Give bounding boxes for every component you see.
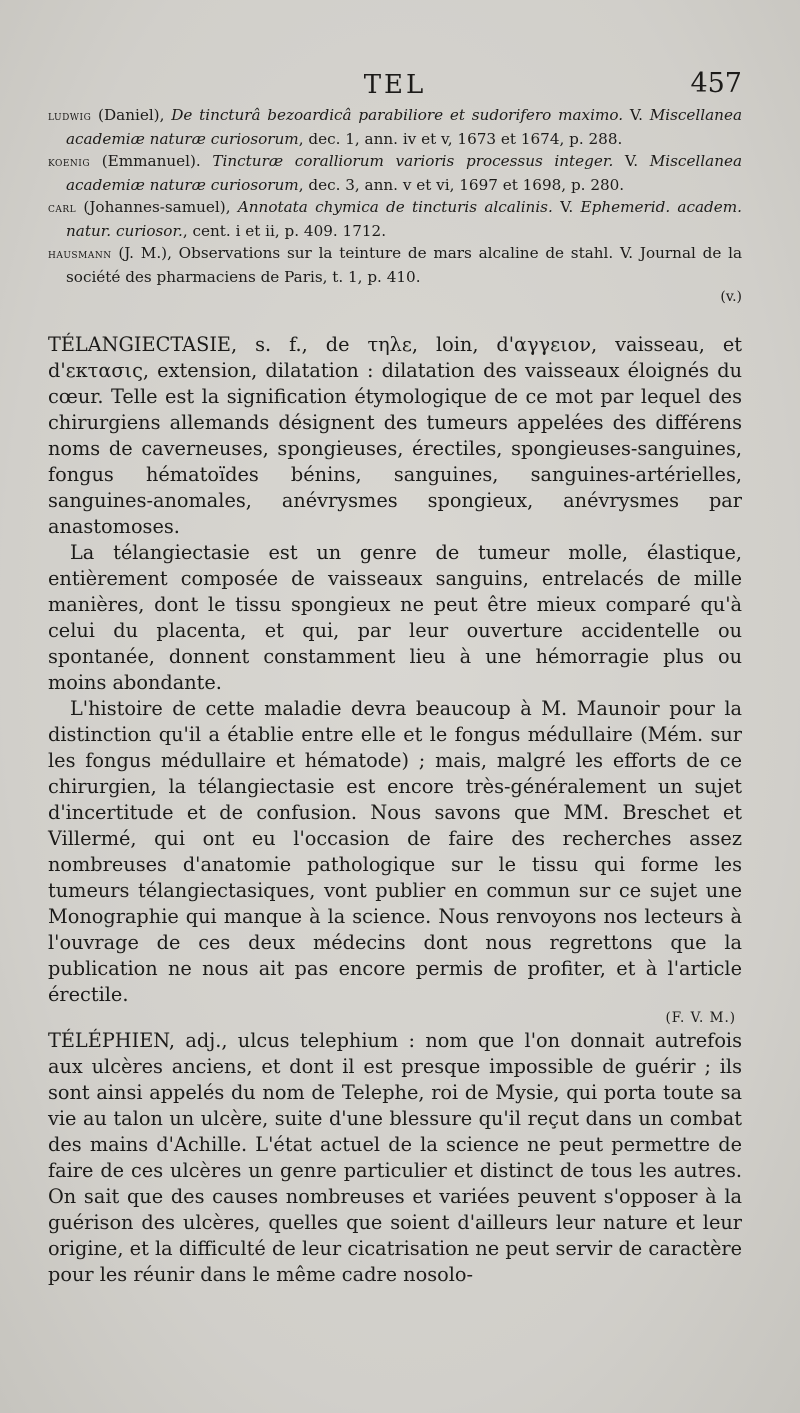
bib-entry: carl (Johannes-samuel), Annotata chymica de tincturis alcalinis. V. Ephemerid. academ. natur. curiosor., cent. i et ii, p. 409. 1712. — [48, 198, 742, 240]
bib-author: ludwig — [48, 109, 92, 124]
bib-entry: koenig (Emmanuel). Tincturæ coralliorum varioris processus integer. V. Miscellanea academiæ naturæ curiosorum, dec. 3, ann. v et vi, 1697 et 1698, p. 280. — [48, 152, 743, 194]
entry-signature: (F. V. M.) — [665, 1010, 736, 1026]
bib-journal: Miscellanea academiæ naturæ curiosorum — [66, 106, 743, 148]
bib-journal: Ephemerid. academ. natur. curiosor. — [66, 198, 742, 240]
running-title: TEL — [363, 70, 427, 100]
bib-author: koenig — [48, 155, 91, 170]
bib-title: Tincturæ coralliorum varioris processus integer. — [212, 152, 614, 170]
bibliography — [48, 104, 742, 306]
entry-telangiectasie: TÉLANGIECTASIE, s. f., de τηλε, loin, d'αγγειον, vaisseau, et d'εκτασις, extension, dilatation : dilatation des vaisseaux éloignés du cœur. Telle est la signification étymologique de ce mot par lequel des chirurgiens allemands désignent des tumeurs appelées des différens noms de caverneuses, spongieuses, érectiles, spongieuses-sanguines, fongus hématoïdes bénins, sanguines, sanguines-artérielles, sanguines-anomales, anévrysmes spongieux, anévrysmes par anastomoses. — [48, 333, 742, 538]
bib-title: De tincturâ bezoardicâ parabiliore et sudorifero maximo. — [171, 106, 624, 124]
bib-entry: ludwig (Daniel), De tincturâ bezoardicâ parabiliore et sudorifero maximo. V. Miscellanea academiæ naturæ curiosorum, dec. 1, ann. iv et v, 1673 et 1674, p. 288. — [48, 106, 743, 148]
article-body — [48, 332, 742, 1288]
page-number: 457 — [690, 68, 742, 99]
bib-title: Annotata chymica de tincturis alcalinis. — [237, 198, 553, 216]
bib-signature: (v.) — [720, 289, 742, 305]
bib-journal: Miscellanea academiæ naturæ curiosorum — [66, 152, 743, 194]
paragraph: La télangiectasie est un genre de tumeur molle, élastique, entièrement composée de vaisseaux sanguins, entrelacés de mille manières, dont le tissu spongieux ne peut être mieux comparé qu'à celui du placenta, et qui, par leur ouverture accidentelle ou spontanée, donnent constamment lieu à une hémorragie plus ou moins abondante. — [48, 541, 742, 694]
running-head — [48, 60, 742, 104]
entry-telephien: TÉLÉPHIEN, adj., ulcus telephium : nom que l'on donnait autrefois aux ulcères anciens, et dont il est presque impossible de guérir ; ils sont ainsi appelés du nom de Telephe, roi de Mysie, qui porta toute sa vie au talon un ulcère, suite d'une blessure qu'il reçut dans un combat des mains d'Achille. L'état actuel de la science ne peut permettre de faire de ces ulcères un genre particulier et distinct de tous les autres. On sait que des causes nombreuses et variées peuvent s'opposer à la guérison des ulcères, quelles que soient d'ailleurs leur nature et leur origine, et la difficulté de leur cicatrisation ne peut servir de caractère pour les réunir dans le même cadre nosolo- — [48, 1029, 742, 1286]
bib-entry: hausmann (J. M.), Observations sur la teinture de mars alcaline de stahl. V. Journal de la société des pharmaciens de Paris, t. 1, p. 410. — [48, 244, 743, 286]
bib-author: hausmann — [48, 247, 112, 262]
bib-author: carl — [48, 201, 77, 216]
paragraph: L'histoire de cette maladie devra beaucoup à M. Maunoir pour la distinction qu'il a établie entre elle et le fongus médullaire (Mém. sur les fongus médullaire et hématode) ; mais, malgré les efforts de ce chirurgien, la télangiectasie est encore très-généralement un sujet d'incertitude et de confusion. Nous savons que MM. Breschet et Villermé, qui ont eu l'occasion de faire des recherches assez nombreuses d'anatomie pathologique sur le tissu qui forme les tumeurs télangiectasiques, vont publier en commun sur ce sujet une Monographie qui manque à la science. Nous renvoyons nos lecteurs à l'ouvrage de ces deux médecins dont nous regrettons que la publication ne nous ait pas encore permis de profiter, et à l'article érectile. — [48, 697, 742, 1006]
